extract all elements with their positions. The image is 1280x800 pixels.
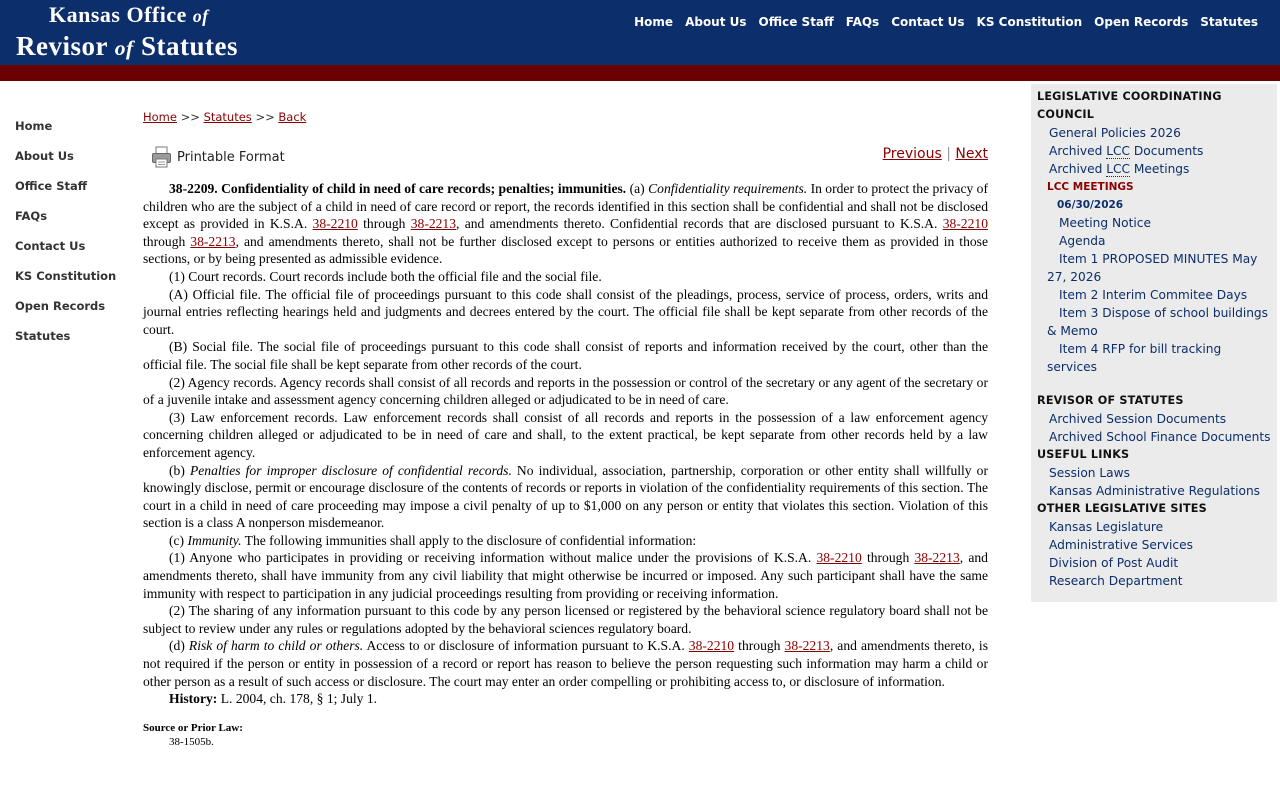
topnav-about-us[interactable]: About Us bbox=[685, 15, 747, 29]
paragraph-text: , and amendments thereto. Confidential records that are disclosed pursuant to K.S.A. bbox=[456, 216, 943, 232]
statute-link-38-2213[interactable]: 38-2213 bbox=[190, 233, 236, 249]
statute-paragraph bbox=[143, 286, 988, 339]
lcc-abbreviation: LCC bbox=[1106, 162, 1131, 176]
lcc-abbreviation: LCC bbox=[1106, 144, 1131, 158]
paragraph-text: , and amendments thereto, is not required if the person or entity in possession of a record or report has reason to believe the person requesting such information may harm a child or other person as a result of such access or disclosure. The court may enter an order compelling or prohibiting access to, or disclosure of information. bbox=[143, 638, 988, 689]
paragraph-text: (b) bbox=[169, 462, 190, 478]
useful-links bbox=[1037, 464, 1271, 500]
main-content bbox=[143, 110, 988, 749]
leftnav-contact-us[interactable]: Contact Us bbox=[15, 239, 86, 253]
other-legislative-link[interactable]: Division of Post Audit bbox=[1049, 556, 1179, 570]
statute-link-38-2210[interactable]: 38-2210 bbox=[942, 216, 988, 232]
paragraph-text: In order to protect the privacy of children who are the subject of a child in need of care record or report, the records identified in this section shall be confidential and shall not be disclosed except as provided in K.S.A. bbox=[143, 181, 989, 232]
lcc-heading: LEGISLATIVE COORDINATING COUNCIL bbox=[1037, 90, 1222, 121]
lcc-link[interactable] bbox=[1037, 124, 1271, 142]
leftnav-faqs[interactable]: FAQs bbox=[15, 209, 48, 223]
topnav-office-staff[interactable]: Office Staff bbox=[758, 15, 834, 29]
statute-paragraph bbox=[143, 338, 988, 373]
revisor-link[interactable]: Archived School Finance Documents bbox=[1049, 430, 1271, 444]
leftnav-statutes[interactable]: Statutes bbox=[15, 329, 71, 343]
paragraph-text: (B) Social file. The social file of proceedings pursuant to this code shall consist of reports and information received by the court, other than the official file. The social file shall be kept separate from other records of the court. bbox=[143, 339, 988, 372]
breadcrumb-separator: >> bbox=[176, 110, 204, 124]
left-navigation bbox=[15, 118, 116, 358]
other-links bbox=[1037, 518, 1271, 590]
history-text: L. 2004, ch. 178, § 1; July 1. bbox=[217, 691, 378, 707]
lcc-link-text: Archived bbox=[1049, 144, 1107, 158]
subsection-heading: Penalties for improper disclosure of confidential records. bbox=[189, 462, 512, 478]
topnav-home[interactable]: Home bbox=[634, 15, 674, 29]
prev-next-nav bbox=[883, 146, 988, 162]
meeting-item-link[interactable]: Agenda bbox=[1059, 234, 1106, 248]
topnav-ks-constitution[interactable]: KS Constitution bbox=[976, 15, 1083, 29]
statute-paragraph bbox=[143, 268, 988, 286]
lcc-meetings-label: LCC MEETINGS bbox=[1047, 181, 1134, 193]
paragraph-text: The following immunities shall apply to the disclosure of confidential information: bbox=[241, 532, 697, 548]
lcc-link-text: General Policies 2026 bbox=[1049, 126, 1181, 140]
topnav-statutes[interactable]: Statutes bbox=[1200, 15, 1258, 29]
previous-link[interactable]: Previous bbox=[882, 146, 942, 162]
other-legislative-link[interactable]: Administrative Services bbox=[1049, 538, 1193, 552]
printable-format-label: Printable Format bbox=[177, 149, 285, 165]
meeting-date: 06/30/2026 bbox=[1057, 199, 1124, 211]
paragraph-text: through bbox=[861, 550, 915, 566]
statute-link-38-2210[interactable]: 38-2210 bbox=[816, 550, 862, 566]
statute-link-38-2213[interactable]: 38-2213 bbox=[410, 216, 457, 232]
paragraph-text: No individual, association, partnership, corporation or other entity shall willfully or knowingly disclose, permit or encourage disclosure of the contents of records or reports in violation of the confidentiality requirements of this section. The court in a child in need of care proceeding may impose a civil penalty of up to $1,000 on any person or entity that violates this section. Violation of this section is a class A nonperson misdemeanor. bbox=[143, 462, 989, 531]
statute-paragraph bbox=[143, 532, 988, 550]
other-sites-heading: OTHER LEGISLATIVE SITES bbox=[1037, 502, 1207, 515]
revisor-links bbox=[1037, 410, 1271, 446]
statute-link-38-2213[interactable]: 38-2213 bbox=[914, 550, 960, 566]
paragraph-text: , and amendments thereto, shall have immunity from any civil liability that might otherwise be incurred or imposed. Any such participant shall have the same immunity with respect to participation in any judicial proceedings resulting from providing or receiving information. bbox=[143, 550, 988, 601]
useful-link[interactable]: Session Laws bbox=[1049, 466, 1130, 480]
lcc-link[interactable] bbox=[1037, 160, 1271, 178]
subsection-heading: Immunity. bbox=[187, 532, 242, 548]
breadcrumb-back[interactable]: Back bbox=[278, 110, 307, 124]
meeting-item-link[interactable]: Item 2 Interim Commitee Days bbox=[1059, 288, 1248, 302]
statute-link-38-2210[interactable]: 38-2210 bbox=[312, 216, 358, 232]
paragraph-text: (c) bbox=[169, 532, 188, 548]
statute-paragraph bbox=[143, 602, 988, 637]
paragraph-text: (3) Law enforcement records. Law enforcement records shall consist of all records and reports in the possession of a law enforcement agency concerning children alleged or adjudicated to be in need of care and shall, to the extent practical, be kept separate from other records held by a law enforcement agency. bbox=[143, 409, 988, 460]
topnav-faqs[interactable]: FAQs bbox=[845, 15, 880, 29]
leftnav-about-us[interactable]: About Us bbox=[15, 149, 74, 163]
lcc-link-text: Archived bbox=[1049, 162, 1107, 176]
statute-link-38-2210[interactable]: 38-2210 bbox=[688, 638, 735, 654]
paragraph-text: through bbox=[143, 233, 191, 249]
history-label: History: bbox=[169, 691, 218, 707]
site-logo-line1[interactable]: Kansas Office of bbox=[49, 2, 209, 27]
paragraph-text: (1) Court records. Court records include both the official file and the social file. bbox=[169, 268, 602, 284]
topnav-open-records[interactable]: Open Records bbox=[1094, 15, 1189, 29]
meeting-items bbox=[1037, 214, 1271, 376]
breadcrumb-home[interactable]: Home bbox=[143, 110, 177, 124]
other-legislative-link[interactable]: Kansas Legislature bbox=[1049, 520, 1164, 534]
paragraph-text: (2) The sharing of any information pursuant to this code by any person licensed or registered by the behavioral science regulatory board shall not be subject to review under any rules or regulations adopted by the behavioral sciences regulatory board. bbox=[143, 603, 988, 636]
statute-paragraph bbox=[143, 462, 988, 532]
paragraph-text: , and amendments thereto, shall not be further disclosed except to persons or entities authorized to receive them as provided in those sections, or by being presented as admissible evidence. bbox=[143, 233, 989, 267]
paragraph-text: Access to or disclosure of information pursuant to K.S.A. bbox=[363, 638, 689, 654]
paragraph-text: through bbox=[357, 216, 411, 232]
paragraph-text: (2) Agency records. Agency records shall consist of all records and reports in the possession or control of the secretary or any agent of the secretary or of a juvenile intake and assessment agency concerning children alleged or adjudicated to be in need of care. bbox=[143, 374, 988, 408]
paragraph-text: (a) bbox=[626, 181, 649, 196]
lcc-links bbox=[1037, 124, 1271, 178]
statute-paragraph bbox=[143, 180, 988, 268]
paragraph-text: (1) Anyone who participates in providing or receiving information without malice under the provisions of K.S.A. bbox=[169, 550, 817, 566]
site-header bbox=[0, 0, 1280, 65]
top-navigation bbox=[634, 15, 1258, 29]
statute-paragraph bbox=[143, 637, 988, 690]
leftnav-office-staff[interactable]: Office Staff bbox=[15, 179, 88, 193]
revisor-link[interactable]: Archived Session Documents bbox=[1049, 412, 1227, 426]
useful-links-heading: USEFUL LINKS bbox=[1037, 448, 1130, 461]
next-link[interactable]: Next bbox=[955, 146, 988, 162]
meeting-item-link[interactable]: Item 4 RFP for bill tracking services bbox=[1047, 342, 1222, 374]
leftnav-open-records[interactable]: Open Records bbox=[15, 299, 106, 313]
lcc-link[interactable] bbox=[1037, 142, 1271, 160]
site-logo-line2[interactable]: Revisor of Statutes bbox=[16, 31, 238, 61]
source-value: 38-1505b. bbox=[169, 735, 214, 748]
leftnav-home[interactable]: Home bbox=[15, 119, 53, 133]
meeting-item-link[interactable]: Meeting Notice bbox=[1059, 216, 1151, 230]
statute-paragraph bbox=[143, 374, 988, 409]
meeting-item-link[interactable]: Item 3 Dispose of school buildings & Memo bbox=[1047, 306, 1269, 338]
lcc-link-text: Meetings bbox=[1130, 162, 1190, 176]
prev-next-separator: | bbox=[941, 146, 956, 162]
statute-paragraph bbox=[143, 549, 988, 602]
statute-title: 38-2209. Confidentiality of child in need of care records; penalties; immunities. bbox=[169, 181, 627, 196]
right-sidebar bbox=[1031, 84, 1277, 602]
statute-link-38-2213[interactable]: 38-2213 bbox=[784, 638, 830, 654]
print-row bbox=[143, 140, 988, 180]
subsection-heading: Risk of harm to child or others. bbox=[188, 638, 364, 654]
leftnav-ks-constitution[interactable]: KS Constitution bbox=[15, 269, 117, 283]
printable-format-button[interactable] bbox=[151, 146, 285, 168]
statute-history bbox=[143, 690, 988, 708]
lcc-link-text: Documents bbox=[1130, 144, 1204, 158]
breadcrumb bbox=[143, 110, 988, 124]
printer-icon bbox=[151, 146, 173, 168]
statute-text bbox=[143, 180, 988, 708]
breadcrumb-statutes[interactable]: Statutes bbox=[203, 110, 252, 124]
header-band bbox=[0, 65, 1280, 81]
source-prior-law bbox=[143, 721, 988, 749]
topnav-contact-us[interactable]: Contact Us bbox=[891, 15, 965, 29]
breadcrumb-separator: >> bbox=[251, 110, 279, 124]
paragraph-text: (A) Official file. The official file of proceedings pursuant to this code shall consist of the pleadings, process, service of process, orders, writs and journal entries reflecting hearings held and judgments and decrees entered by the court. The official file shall be kept separate from other records of the court. bbox=[143, 286, 988, 337]
source-label: Source or Prior Law: bbox=[143, 721, 243, 734]
paragraph-text: through bbox=[734, 638, 785, 654]
paragraph-text: (d) bbox=[169, 638, 189, 654]
meeting-item-link[interactable]: Item 1 PROPOSED MINUTES May 27, 2026 bbox=[1047, 252, 1258, 284]
statute-paragraphs bbox=[143, 180, 988, 690]
useful-link[interactable]: Kansas Administrative Regulations bbox=[1049, 484, 1261, 498]
subsection-heading: Confidentiality requirements. bbox=[648, 181, 808, 196]
statute-paragraph bbox=[143, 409, 988, 462]
revisor-heading: REVISOR OF STATUTES bbox=[1037, 394, 1184, 407]
other-legislative-link[interactable]: Research Department bbox=[1049, 574, 1183, 588]
